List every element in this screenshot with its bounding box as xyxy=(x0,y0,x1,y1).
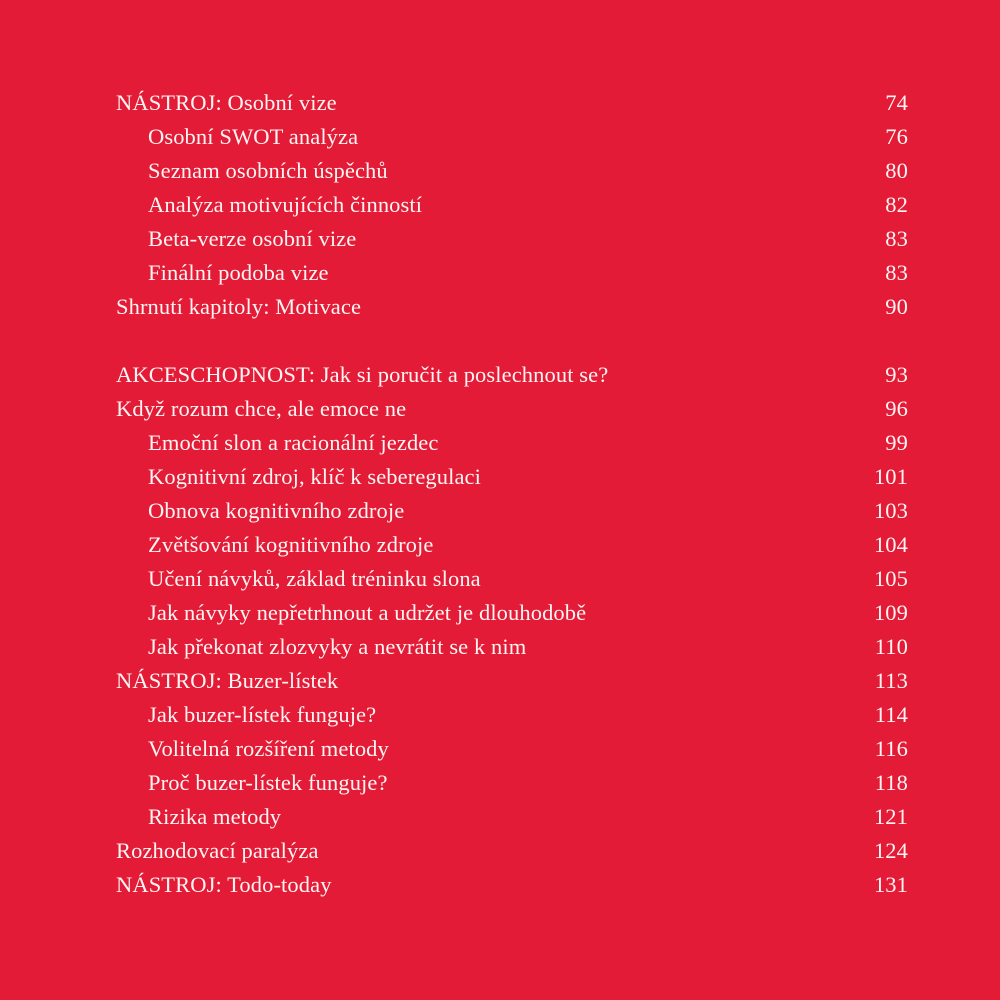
toc-entry-title: Rozhodovací paralýza xyxy=(116,838,319,863)
toc-entry-title: NÁSTROJ: Osobní vize xyxy=(116,90,337,115)
section-gap xyxy=(116,324,908,358)
toc-entry[interactable] xyxy=(116,256,908,290)
toc-entry-page: 83 xyxy=(885,226,908,251)
toc-entry[interactable] xyxy=(116,834,908,868)
toc-entry-title: NÁSTROJ: Todo-today xyxy=(116,872,332,897)
toc-entry-page: 96 xyxy=(885,396,908,421)
toc-entry-page: 113 xyxy=(874,668,908,693)
toc-entry[interactable] xyxy=(116,630,908,664)
toc-entry-page: 74 xyxy=(885,90,908,115)
toc-entry-page: 90 xyxy=(885,294,908,319)
toc-entry[interactable] xyxy=(116,290,908,324)
toc-entry[interactable] xyxy=(116,154,908,188)
toc-entry[interactable] xyxy=(116,392,908,426)
toc-entry-title: Kognitivní zdroj, klíč k seberegulaci xyxy=(148,464,481,489)
toc-entry[interactable] xyxy=(116,596,908,630)
toc-entry[interactable] xyxy=(116,426,908,460)
toc-entry-title: Shrnutí kapitoly: Motivace xyxy=(116,294,362,319)
toc-entry-title: Finální podoba vize xyxy=(148,260,329,285)
toc-entry[interactable] xyxy=(116,800,908,834)
toc-entry[interactable] xyxy=(116,86,908,120)
toc-entry-title: Jak návyky nepřetrhnout a udržet je dlouhodobě xyxy=(148,600,587,625)
toc-entry-page: 109 xyxy=(873,600,908,625)
toc-entry-title: Proč buzer-lístek funguje? xyxy=(148,770,388,795)
toc-entry-page: 93 xyxy=(885,362,908,387)
toc-entry-title: Beta-verze osobní vize xyxy=(148,226,357,251)
toc-entry[interactable] xyxy=(116,222,908,256)
toc-entry-title: AKCESCHOPNOST: Jak si poručit a poslechnout se? xyxy=(116,362,609,387)
toc-entry[interactable] xyxy=(116,460,908,494)
toc-entry-title: Volitelná rozšíření metody xyxy=(148,736,389,761)
toc-entry-page: 101 xyxy=(873,464,908,489)
table-of-contents xyxy=(116,86,908,902)
toc-entry-page: 131 xyxy=(873,872,908,897)
toc-entry-page: 121 xyxy=(873,804,908,829)
toc-entry[interactable] xyxy=(116,120,908,154)
toc-entry-page: 110 xyxy=(874,634,908,659)
toc-entry-title: NÁSTROJ: Buzer-lístek xyxy=(116,668,339,693)
toc-entry-page: 118 xyxy=(874,770,908,795)
toc-entry-title: Jak buzer-lístek funguje? xyxy=(148,702,377,727)
toc-entry[interactable] xyxy=(116,732,908,766)
toc-entry-page: 99 xyxy=(885,430,908,455)
toc-entry[interactable] xyxy=(116,664,908,698)
toc-entry[interactable] xyxy=(116,358,908,392)
toc-entry[interactable] xyxy=(116,528,908,562)
toc-entry-page: 105 xyxy=(873,566,908,591)
toc-entry[interactable] xyxy=(116,494,908,528)
toc-entry-title: Když rozum chce, ale emoce ne xyxy=(116,396,407,421)
toc-entry[interactable] xyxy=(116,562,908,596)
toc-entry-page: 104 xyxy=(873,532,908,557)
toc-entry-title: Analýza motivujících činností xyxy=(148,192,423,217)
toc-entry-title: Obnova kognitivního zdroje xyxy=(148,498,405,523)
toc-entry-title: Jak překonat zlozvyky a nevrátit se k nim xyxy=(148,634,527,659)
toc-entry[interactable] xyxy=(116,188,908,222)
toc-entry-title: Osobní SWOT analýza xyxy=(148,124,359,149)
toc-entry-page: 116 xyxy=(874,736,908,761)
toc-entry-title: Emoční slon a racionální jezdec xyxy=(148,430,439,455)
toc-entry-page: 103 xyxy=(873,498,908,523)
toc-entry[interactable] xyxy=(116,698,908,732)
toc-entry-title: Zvětšování kognitivního zdroje xyxy=(148,532,434,557)
toc-entry[interactable] xyxy=(116,868,908,902)
toc-entry-page: 82 xyxy=(885,192,908,217)
toc-entry-title: Seznam osobních úspěchů xyxy=(148,158,388,183)
toc-entry-title: Rizika metody xyxy=(148,804,282,829)
toc-entry-title: Učení návyků, základ tréninku slona xyxy=(148,566,481,591)
toc-entry-page: 80 xyxy=(885,158,908,183)
toc-entry-page: 83 xyxy=(885,260,908,285)
toc-entry-page: 114 xyxy=(874,702,908,727)
toc-entry[interactable] xyxy=(116,766,908,800)
toc-entry-page: 76 xyxy=(885,124,908,149)
toc-entry-page: 124 xyxy=(873,838,908,863)
